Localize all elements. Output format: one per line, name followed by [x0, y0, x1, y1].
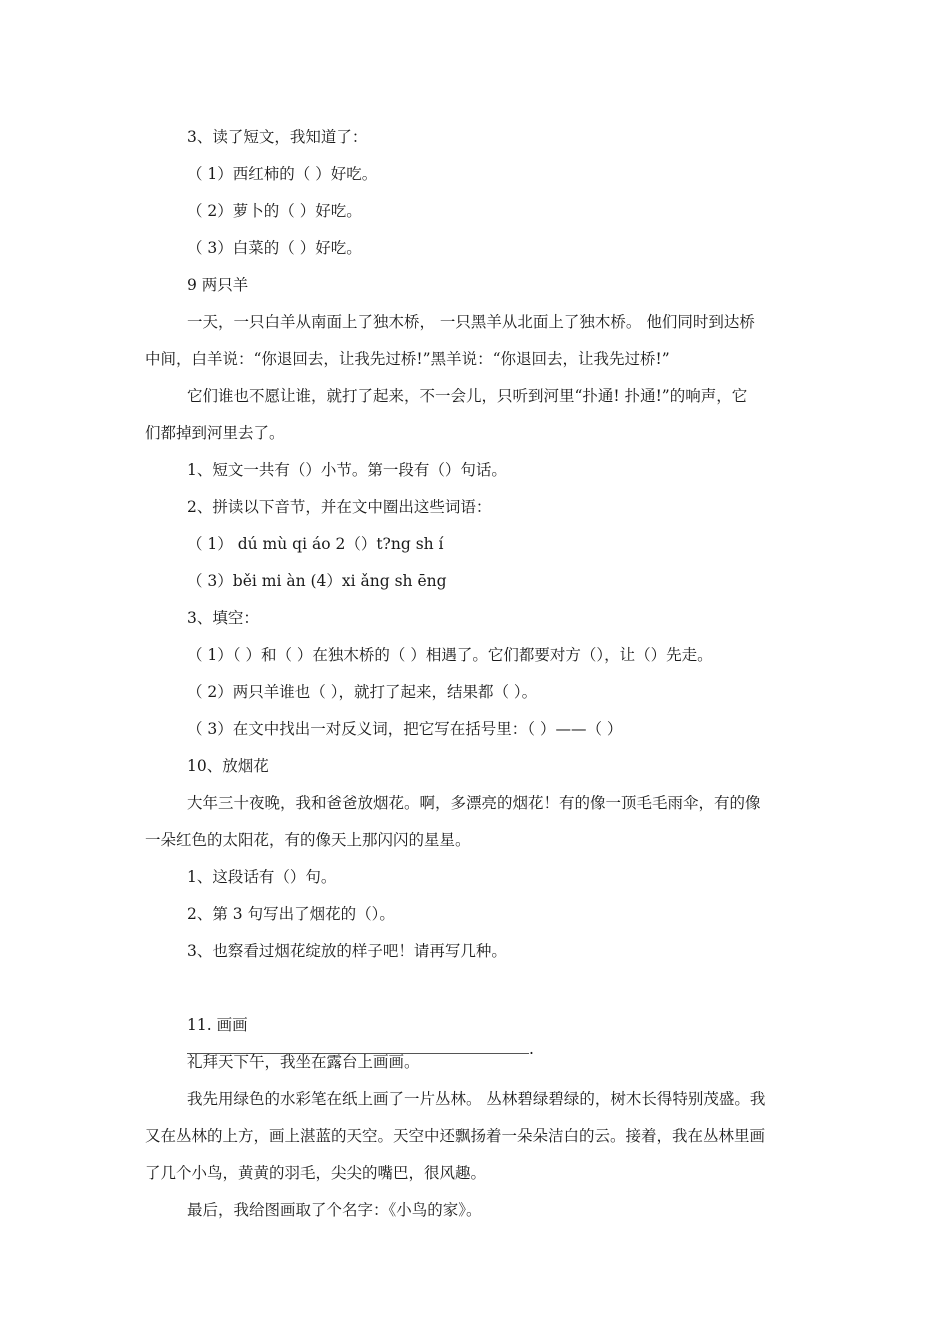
question-line: 1、这段话有（）句。 — [187, 868, 337, 886]
question-line: 2、拼读以下音节，并在文中圈出这些词语： — [187, 498, 492, 516]
paragraph-line: 又在丛林的上方，画上湛蓝的天空。天空中还飘扬着一朵朵洁白的云。接着，我在丛林里画 — [145, 1127, 766, 1145]
paragraph-line: 最后，我给图画取了个名字：《小鸟的家》。 — [187, 1201, 482, 1219]
paragraph-line: 一天，一只白羊从南面上了独木桥， 一只黑羊从北面上了独木桥。 他们同时到达桥 — [187, 313, 755, 331]
paragraph-line: 礼拜天下午，我坐在露台上画画。 — [187, 1053, 420, 1071]
section-title-11: 11. 画画 — [187, 1016, 248, 1034]
question-3-heading: 3、读了短文，我知道了： — [187, 128, 368, 146]
fill-blank-line: （ 3）在文中找出一对反义词，把它写在括号里：（ ）——（ ） — [187, 720, 623, 738]
fill-blank-line: （ 1）（ ）和（ ）在独木桥的（ ）相遇了。它们都要对方（），让（）先走。 — [187, 646, 713, 664]
question-line: 2、第 3 句写出了烟花的（）。 — [187, 905, 395, 923]
paragraph-line: 们都掉到河里去了。 — [145, 424, 285, 442]
paragraph-line: 了几个小鸟，黄黄的羽毛，尖尖的嘴巴，很风趣。 — [145, 1164, 487, 1182]
paragraph-line: 中间，白羊说：“你退回去，让我先过桥!”黑羊说：“你退回去，让我先过桥!” — [145, 350, 670, 368]
paragraph-line: 它们谁也不愿让谁，就打了起来，不一会儿，只听到河里“扑通! 扑通!”的响声，它 — [187, 387, 748, 405]
question-line: 1、短文一共有（）小节。第一段有（）句话。 — [187, 461, 507, 479]
pinyin-line: （ 1） dú mù qi áo 2（）t?ng sh í — [187, 535, 444, 553]
question-line: 3、填空： — [187, 609, 259, 627]
paragraph-line: 我先用绿色的水彩笔在纸上画了一片丛林。 丛林碧绿碧绿的，树木长得特别茂盛。我 — [187, 1090, 766, 1108]
section-title-10: 10、放烟花 — [187, 757, 269, 775]
answer-blank-dot: . — [529, 1040, 534, 1058]
answer-line-2: （ 2）萝卜的（ ）好吃。 — [187, 202, 362, 220]
paragraph-line: 大年三十夜晚，我和爸爸放烟花。啊，多漂亮的烟花！有的像一顶毛毛雨伞，有的像 — [187, 794, 761, 812]
section-title-9: 9 两只羊 — [187, 276, 249, 294]
pinyin-line: （ 3）běi mi àn (4）xi ǎng sh ēng — [187, 572, 447, 590]
answer-line-3: （ 3）白菜的（ ）好吃。 — [187, 239, 362, 257]
paragraph-line: 一朵红色的太阳花，有的像天上那闪闪的星星。 — [145, 831, 471, 849]
fill-blank-line: （ 2）两只羊谁也（ ），就打了起来，结果都（ ）。 — [187, 683, 538, 701]
answer-line-1: （ 1）西红柿的（ ）好吃。 — [187, 165, 378, 183]
question-line: 3、也察看过烟花绽放的样子吧！请再写几种。 — [187, 942, 507, 960]
